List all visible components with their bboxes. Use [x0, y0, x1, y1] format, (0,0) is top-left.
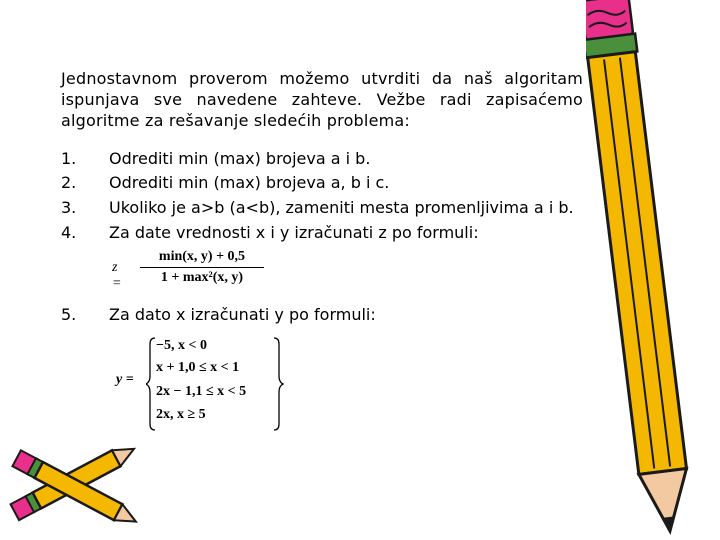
formula-y-case: −5, x < 0 [156, 338, 207, 353]
list-item-number: 1. [61, 149, 77, 168]
formula-y-case: 2x, x ≥ 5 [156, 407, 206, 422]
list-item [61, 222, 479, 244]
list-item-text: Za dato x izračunati y po formuli: [109, 305, 376, 324]
formula-y-case: x + 1,0 ≤ x < 1 [156, 360, 240, 375]
crossed-pencils-icon [0, 432, 150, 540]
list-item-text: Ukoliko je a>b (a<b), zameniti mesta promenljivima a i b. [109, 198, 574, 217]
list-item-number: 4. [61, 223, 77, 242]
intro-paragraph: Jednostavnom proverom možemo utvrditi da naš algoritam ispunjava sve navedene zahteve. Vežbe radi zapisaćemo algoritme za rešavanje sledećih problema: [61, 69, 583, 130]
formula-z-numerator: min(x, y) + 0,5 [158, 249, 246, 264]
list-item-text: Odrediti min (max) brojeva a, b i c. [109, 173, 390, 192]
list-item [61, 304, 376, 326]
list-item-number: 3. [61, 198, 77, 217]
list-item-number: 5. [61, 305, 77, 324]
fraction-bar [140, 267, 264, 268]
list-item [61, 197, 574, 219]
formula-y [116, 336, 286, 432]
formula-z-lhs: z = [112, 260, 122, 291]
formula-y-lhs: y = [116, 372, 134, 387]
list-item [61, 148, 370, 170]
list-item-text: Za date vrednosti x i y izračunati z po formuli: [109, 223, 479, 242]
pencil-decoration-icon [586, 0, 720, 540]
formula-z-denominator: 1 + max²(x, y) [160, 270, 244, 285]
list-item [61, 172, 389, 194]
list-item-number: 2. [61, 173, 77, 192]
formula-y-case: 2x − 1,1 ≤ x < 5 [156, 384, 247, 399]
list-item-text: Odrediti min (max) brojeva a i b. [109, 149, 371, 168]
formula-z-fraction [140, 248, 264, 287]
